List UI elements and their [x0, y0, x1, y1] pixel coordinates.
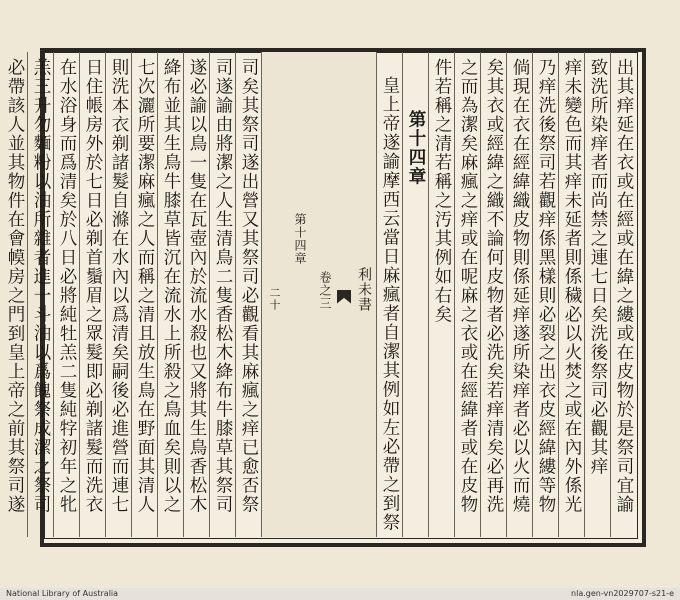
text-column-17: 日住帳房外於七日必剃首鬚眉之眾髮即必剃諸髮而洗衣 — [79, 52, 105, 537]
text-column-15: 七次灑所要潔麻瘋之人而稱之清且放生鳥在野面其清人 — [131, 52, 157, 537]
footer-library: National Library of Australia — [6, 589, 119, 598]
fishtail-mark-icon — [337, 290, 351, 304]
text-column-8: 件若稱之清若稱之汚其例如右矣 — [428, 52, 454, 537]
chapter-heading: 第十四章 — [402, 52, 428, 537]
volume-label: 卷之三 — [318, 271, 332, 310]
text-column-10: 皇上帝遂諭摩西云當日麻瘋者自潔其例如左必帶之到祭 — [376, 52, 402, 537]
text-column-20: 必帶該人並其物件在會幙房之門到皇上帝之前其祭司遂 — [5, 58, 25, 514]
text-column-18: 在水浴身而爲清矣於八日必將純牡羔二隻純牸初年之牝 — [53, 52, 79, 537]
text-column-14: 絳布並其生鳥牛膝草皆沉在流水上所殺之鳥血矣則以之 — [157, 52, 183, 537]
text-column-2: 致洗所染痒者而尚禁之連七日矣洗後祭司必觀其痒 — [584, 52, 610, 537]
text-column-11: 司矣其祭司遂出營又其祭司必觀看其麻瘋之痒已愈否祭 — [235, 52, 261, 537]
leaf-number: 二十 — [268, 286, 281, 311]
text-column-6: 矣其衣或經緯之織不論何皮物者必洗矣若痒清矣必再洗 — [480, 52, 506, 537]
footer-identifier: nla.gen-vn2029707-s21-e — [571, 589, 674, 598]
text-column-3: 痒未變色而其痒未延者則係穢必以火焚之或在內外係光 — [558, 52, 584, 537]
text-column-7: 之而為潔矣麻瘋之痒或在呢麻之衣或在經緯者或在皮物 — [454, 52, 480, 537]
footer-bar — [0, 588, 680, 600]
text-column-13: 遂必諭以鳥一隻在瓦壺內於流水殺也又將其生鳥香松木 — [183, 52, 209, 537]
center-spine — [261, 52, 376, 537]
text-column-19: 羔三升勿麵粉以油所雜者進一斗油以爲餽祭成潔之祭司 — [27, 52, 53, 537]
text-columns — [5, 52, 636, 537]
chapter-label: 第十四章 — [293, 212, 307, 265]
text-column-12: 司遂諭由將潔之人生清鳥二隻香松木絳布牛膝草其祭司 — [209, 52, 235, 537]
text-column-16: 則洗本衣剃諸髮自滌在水內以爲清矣嗣後必進營而連七 — [105, 52, 131, 537]
text-column-1: 出其痒延在衣或在經或在緯之縷或在皮物於是祭司宜諭 — [610, 52, 636, 537]
book-title: 利未書 — [356, 267, 372, 312]
text-column-5: 倘現在衣在經緯織皮物則係延痒遂所染痒者必以火而燒 — [506, 52, 532, 537]
text-column-4: 乃痒洗後祭司若觀痒係黑樣則必裂之出衣皮經緯縷等物 — [532, 52, 558, 537]
